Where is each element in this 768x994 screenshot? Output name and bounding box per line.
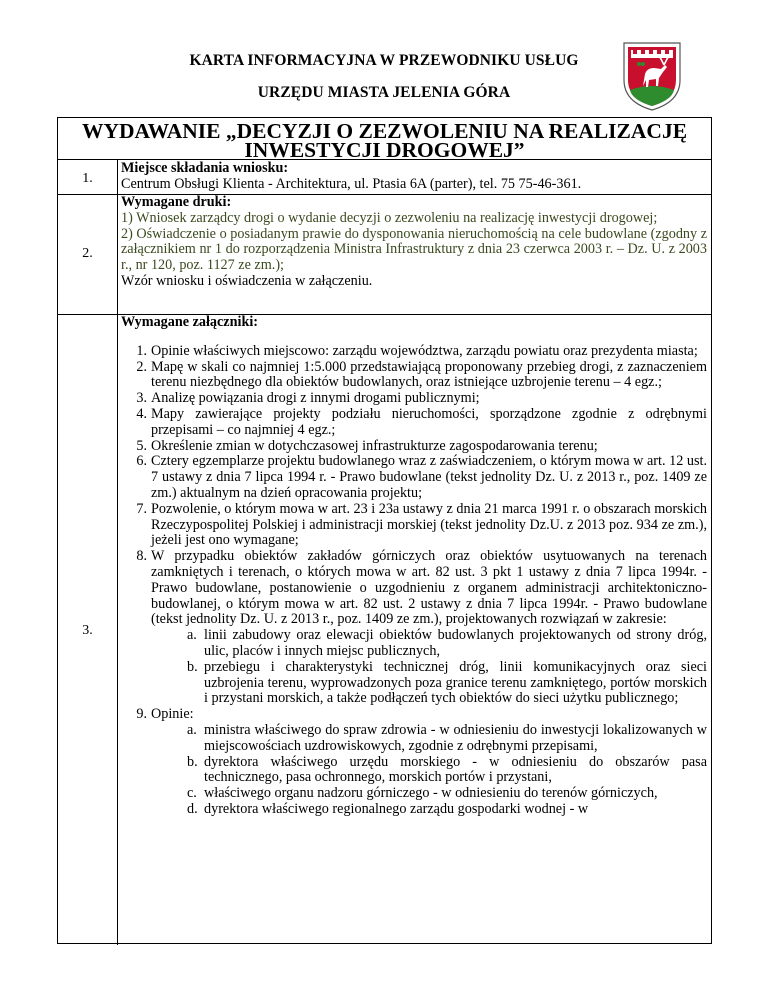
jelenia-gora-crest-icon [621,40,683,112]
sub-list-item: b. przebiegu i charakterystyki technicznej dróg, linii komunikacyjnych oraz sieci uzbrojenia terenu, wyprowadzonych poza granice terenu zamkniętego, portów morskich i przystani morskich, a także podłączeń tych obiektów do sieci użytku publicznego; [187,658,707,707]
document-title-line-2: INWESTYCJI DROGOWEJ” [244,138,525,162]
row-number: 2. [82,246,93,261]
form-note: Wzór wniosku i oświadczenia w załączeniu. [121,272,373,289]
row-number: 1. [82,171,93,186]
list-item: 2. Mapę w skali co najmniej 1:5.000 przedstawiającą proponowany przebieg drogi, z zaznaczeniem terenu niezbędnego dla obiektów budowlanych, oraz istniejące uzbrojenie terenu – 4 egz.; [136,358,707,391]
page-header [0,0,768,118]
list-item: 7. Pozwolenie, o którym mowa w art. 23 i 23a ustawy z dnia 21 marca 1991 r. o obszarach morskich Rzeczypospolitej Polskiej i administracji morskiej (tekst jednolity Dz.U. z 2013 poz. 934 ze zm.), jeżeli jest ono wymagane; [136,500,707,549]
title-row [58,118,711,160]
header-line-1: KARTA INFORMACYJNA W PRZEWODNIKU USŁUG [189,52,579,69]
row-heading: Wymagane załączniki: [121,314,258,330]
sub-list-item: c. właściwego organu nadzoru górniczego - w odniesieniu do terenów górniczych, [187,785,658,802]
list-item: 8. W przypadku obiektów zakładów górniczych oraz obiektów usytuowanych na terenach zamkniętych i terenach, o których mowa w art. 82 ust. 3 pkt 1 ustawy z dnia 7 lipca 1994r. - Prawo budowlane, postanowienie o uzgodnieniu z organem administracji architektoniczno-budowlanej, o którym mowa w art. 82 ust. 2 ustawy z dnia 7 lipca 1994r. - Prawo budowlane (tekst jednolity Dz. U. z 2013 r., poz. 1409 ze zm.), projektowanych rozwiązań w zakresie: a. linii zabudowy oraz elewacji obiektów budowlanych projektowanych od strony dróg, ulic, placów i innych miejsc publicznych, b. przebiegu i charakterystyki technicznej dróg, linii komunikacyjnych oraz sieci uzbrojenia terenu, wyprowadzonych poza granice terenu zamkniętego, portów morskich i przystani morskich, a także podłączeń tych obiektów do sieci użytku publicznego; [136,548,707,707]
sub-list-item: b. dyrektora właściwego urzędu morskiego - w odniesieniu do obszarów pasa technicznego, pasa ochronnego, morskich portów i przystani, [187,753,707,786]
sub-list [151,723,707,818]
list-item: 4. Mapy zawierające projekty podziału nieruchomości, sporządzone zgodnie z odrębnymi przepisami – co najmniej 4 egz.; [136,405,707,438]
row-heading: Miejsce składania wniosku: [121,160,289,176]
form-item: 1) Wniosek zarządcy drogi o wydanie decyzji o zezwoleniu na realizację inwestycji drogowej; [121,209,658,226]
list-item: 9. Opinie: a. ministra właściwego do spraw zdrowia - w odniesieniu do inwestycji lokalizowanych w miejscowościach uzdrowiskowych, zgodnie z odrębnymi przepisami, b. dyrektora właściwego urzędu morskiego - w odniesieniu do obszarów pasa technicznego, pasa ochronnego, morskich portów i przystani, c. właściwego organu nadzoru górniczego - w odniesieniu do terenów górniczych, d. dyrektora właściwego regionalnego zarządu gospodarki wodnej - w [136,706,707,817]
submission-place-cell [121,161,707,193]
header-line-2: URZĘDU MIASTA JELENIA GÓRA [257,84,511,101]
sub-list-item: a. linii zabudowy oraz elewacji obiektów budowlanych projektowanych od strony dróg, ulic, placów i innych miejsc publicznych, [187,627,707,659]
list-item: 3. Analizę powiązania drogi z innymi drogami publicznymi; [136,390,480,407]
row-text: Centrum Obsługi Klienta - Architektura, ul. Ptasia 6A (parter), tel. 75 75-46-361. [121,175,582,192]
row-heading: Wymagane druki: [121,194,232,210]
sub-list [151,628,707,707]
attachments-list [121,344,707,818]
document-title-line-1: WYDAWANIE „DECYZJI O ZEZWOLENIU NA REALIZACJĘ [81,119,688,143]
info-card-table [57,117,712,944]
required-attachments-cell [121,315,707,818]
list-item: 1. Opinie właściwych miejscowo: zarządu województwa, zarządu powiatu oraz prezydenta miasta; [136,342,698,359]
form-item: 2) Oświadczenie o posiadanym prawie do dysponowania nieruchomością na cele budowlane (zgodny z załącznikiem nr 1 do rozporządzenia Ministra Infrastruktury z dnia 23 czerwca 2003 r. – Dz. U. z 2003 r., nr 120, poz. 1127 ze zm.); [121,225,707,274]
number-column-divider [117,160,118,945]
sub-list-item: d. dyrektora właściwego regionalnego zarządu gospodarki wodnej - w [187,800,589,817]
list-item: 5. Określenie zmian w dotychczasowej infrastrukturze zagospodarowania terenu; [136,437,598,454]
sub-list-item: a. ministra właściwego do spraw zdrowia - w odniesieniu do inwestycji lokalizowanych w miejscowościach uzdrowiskowych, zgodnie z odrębnymi przepisami, [187,721,707,754]
row-number: 3. [82,623,93,638]
required-forms-cell [121,195,707,290]
list-item: 6. Cztery egzemplarze projektu budowlanego wraz z zaświadczeniem, o którym mowa w art. 12 ust. 7 ustawy z dnia 7 lipca 1994 r. - Prawo budowlane (tekst jednolity Dz. U. z 2013 r., poz. 1409 ze zm.) aktualnym na dzień opracowania projektu; [136,453,707,501]
